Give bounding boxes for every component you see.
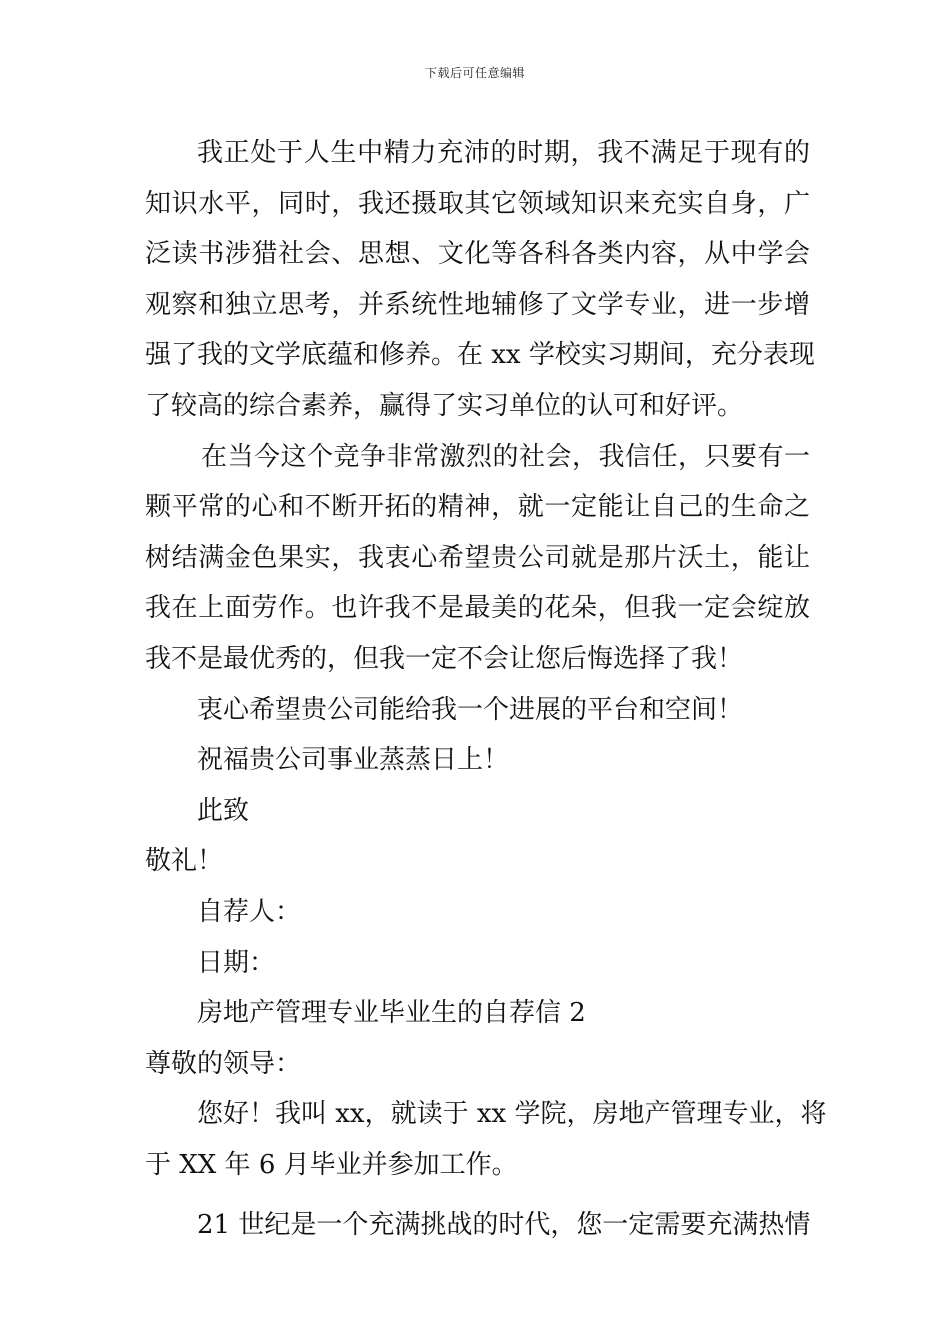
paragraph-line: 在当今这个竞争非常激烈的社会，我信任，只要有一 [201, 441, 810, 472]
paragraph-line: 观察和独立思考，并系统性地辅修了文学专业，进一步增 [145, 289, 810, 320]
paragraph-1 [145, 128, 815, 432]
page-header: 下载后可任意编辑 [424, 66, 525, 80]
paragraph-line: 强了我的文学底蕴和修养。在 xx 学校实习期间，充分表现 [145, 340, 815, 371]
paragraph-line: 我正处于人生中精力充沛的时期，我不满足于现有的 [197, 138, 810, 168]
paragraph-line: 知识水平，同时，我还摄取其它领域知识来充实自身，广 [145, 188, 810, 219]
letter-2-intro [145, 1089, 827, 1190]
salutation-2: 敬礼！ [145, 846, 224, 877]
paragraph-line: 于 XX 年 6 月毕业并参加工作。 [145, 1149, 518, 1180]
closing-hope: 衷心希望贵公司能给我一个进展的平台和空间！ [197, 694, 744, 725]
salutation-1: 此致 [197, 795, 250, 826]
closing-wish: 祝福贵公司事业蒸蒸日上！ [197, 745, 510, 776]
paragraph-line: 颗平常的心和不断开拓的精神，就一定能让自己的生命之 [145, 492, 810, 523]
paragraph-line: 我在上面劳作。也许我不是最美的花朵，但我一定会绽放 [145, 593, 810, 624]
paragraph-2 [145, 432, 810, 685]
signer-label: 自荐人： [197, 896, 302, 927]
paragraph-line: 树结满金色果实，我衷心希望贵公司就是那片沃土，能让 [145, 542, 810, 573]
paragraph-line: 我不是最优秀的，但我一定不会让您后悔选择了我！ [145, 643, 744, 674]
letter-2-next-line: 21 世纪是一个充满挑战的时代，您一定需要充满热情 [197, 1210, 811, 1241]
date-label: 日期： [197, 947, 276, 978]
letter-2-greeting: 尊敬的领导： [145, 1048, 302, 1079]
letter-body [145, 128, 827, 1251]
letter-2-title: 房地产管理专业毕业生的自荐信 2 [197, 998, 586, 1029]
paragraph-line: 泛读书涉猎社会、思想、文化等各科各类内容，从中学会 [145, 239, 810, 270]
paragraph-line: 您好！我叫 xx，就读于 xx 学院，房地产管理专业，将 [197, 1099, 827, 1130]
paragraph-line: 了较高的综合素养，赢得了实习单位的认可和好评。 [145, 390, 744, 421]
